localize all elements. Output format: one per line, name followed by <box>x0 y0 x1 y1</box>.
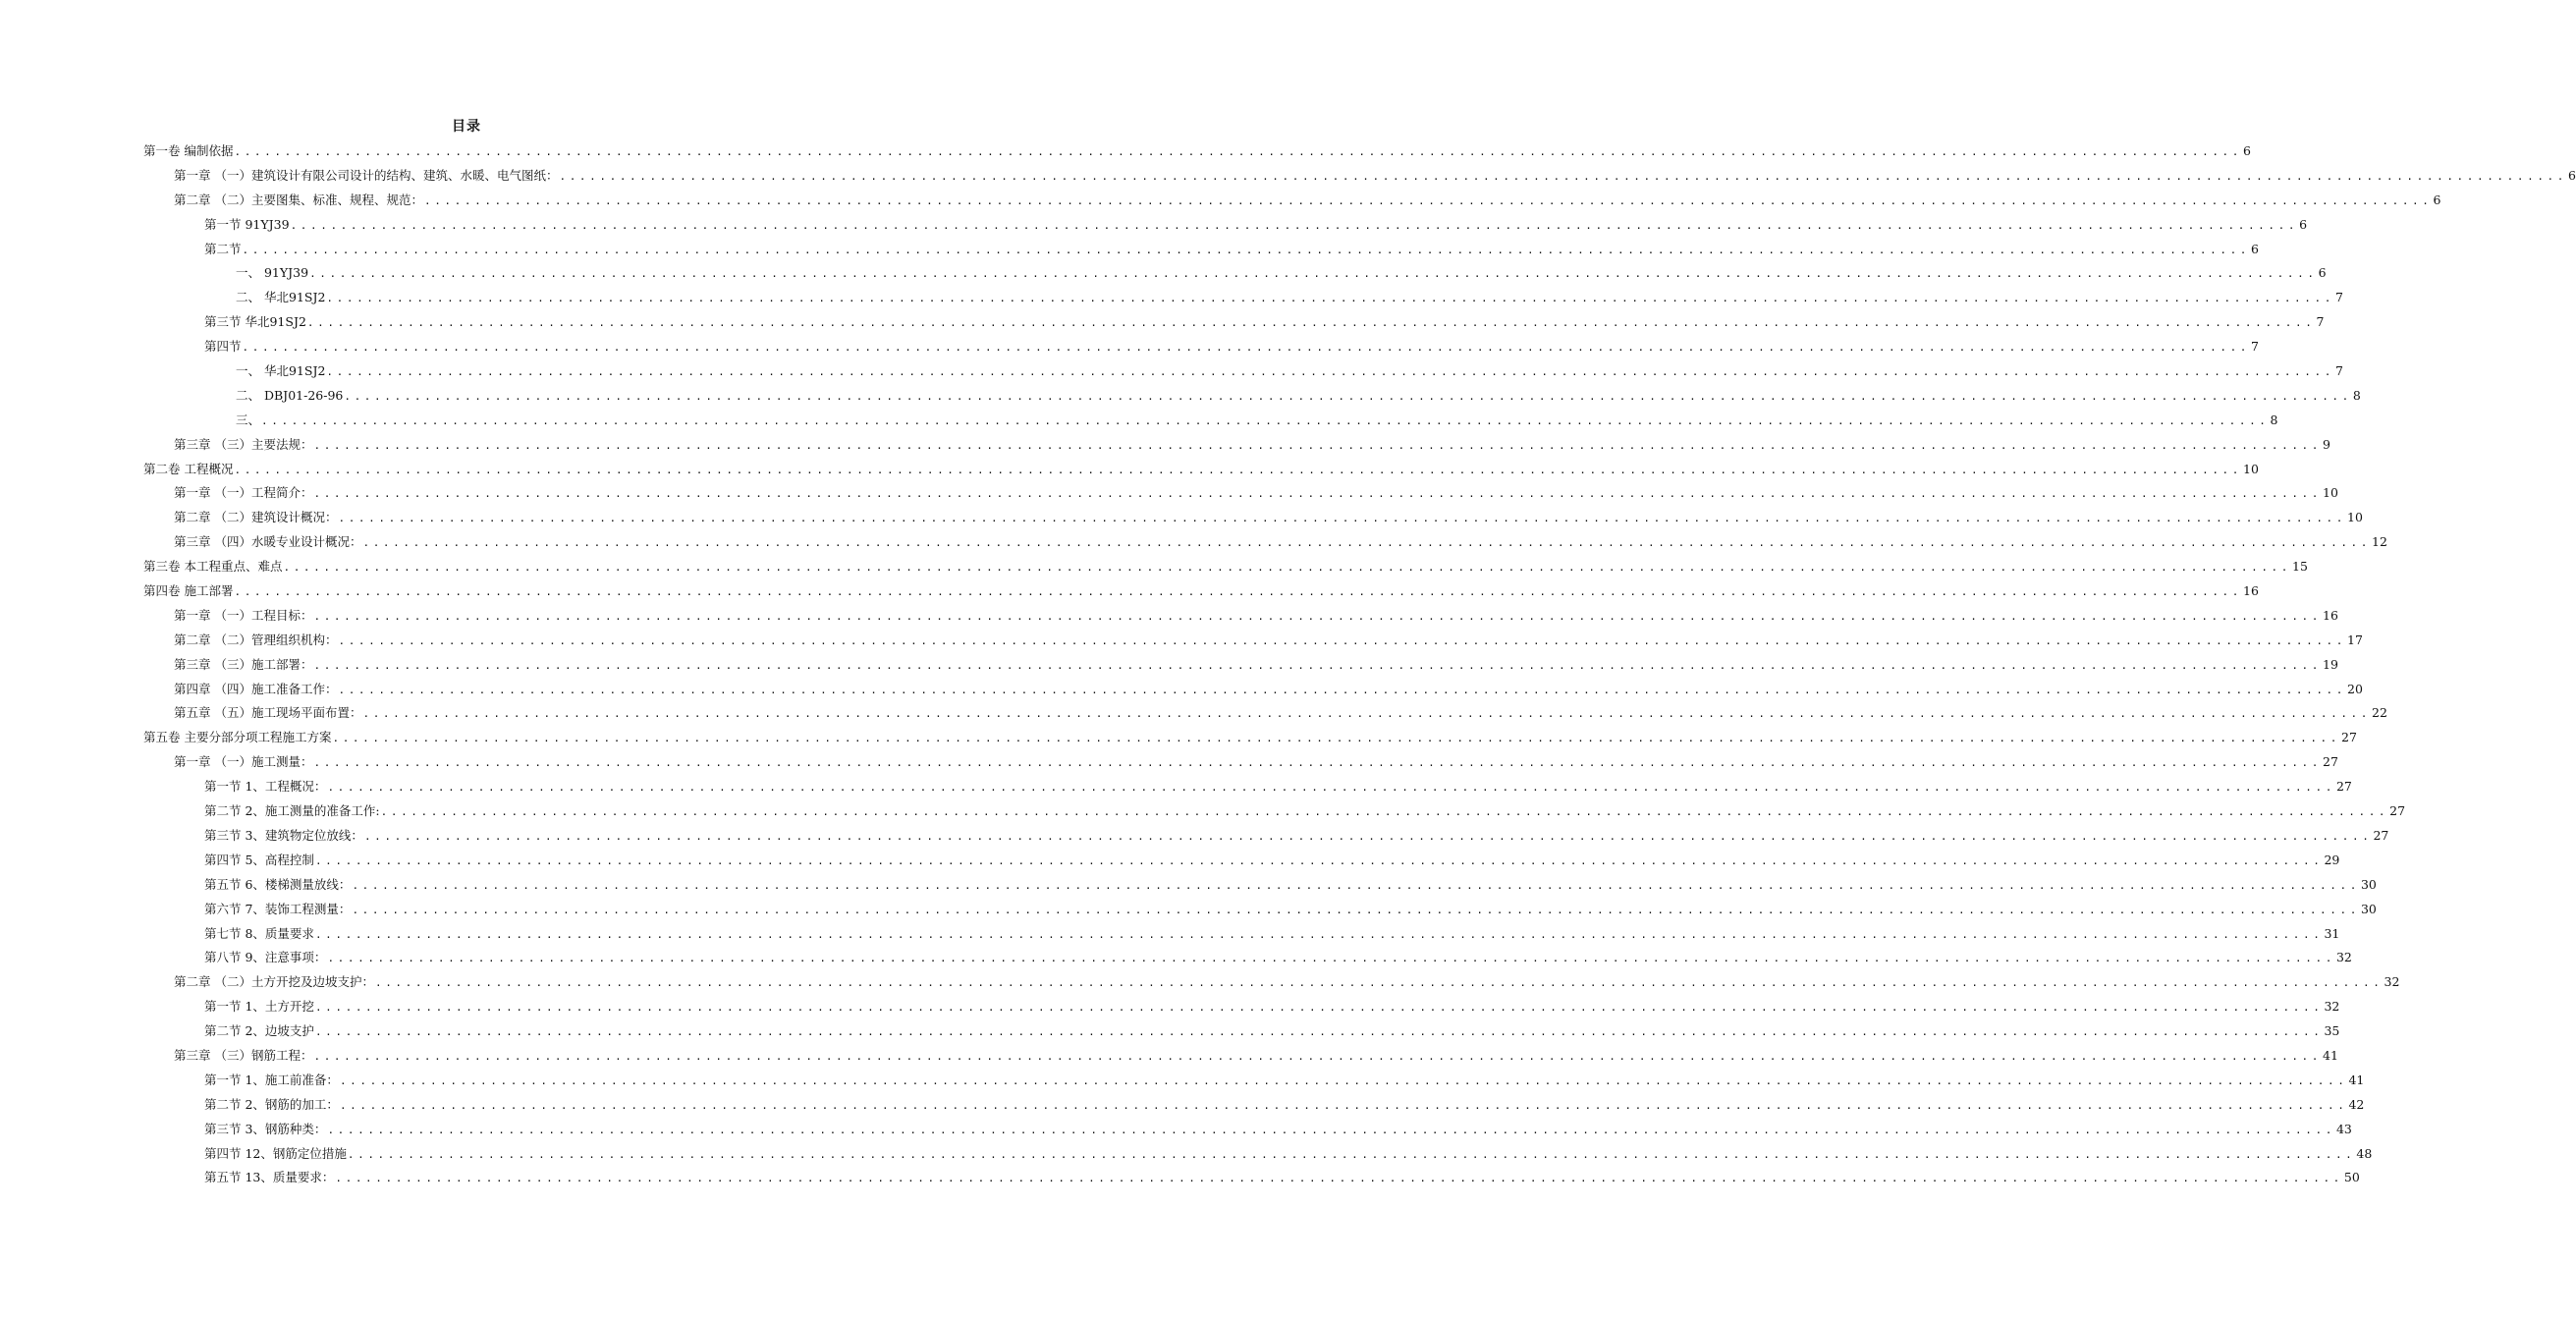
dot-leader: ........................................................................................................................................................................................................ <box>283 561 2291 575</box>
dot-leader: ........................................................................................................................................................................................................ <box>347 1147 2356 1161</box>
toc-entry[interactable] <box>143 1019 2340 1044</box>
toc-entry-label: 第五节 13、质量要求： <box>204 1170 335 1185</box>
toc-entry[interactable] <box>143 189 2441 213</box>
toc-entry-label: 第五节 6、楼梯测量放线： <box>204 876 352 892</box>
toc-entry-page-number: 41 <box>2348 1072 2365 1087</box>
toc-entry-label: 一、 91YJ39 <box>236 265 309 281</box>
toc-entry[interactable] <box>143 481 2338 506</box>
toc-entry-page-number: 7 <box>2316 314 2325 330</box>
toc-entry[interactable] <box>143 750 2338 775</box>
toc-entry-label: 第二节 2、施工测量的准备工作: <box>204 803 380 819</box>
toc-entry[interactable] <box>143 409 2278 433</box>
dot-leader: ........................................................................................................................................................................................................ <box>326 365 2334 379</box>
toc-entry-page-number: 35 <box>2324 1023 2340 1039</box>
toc-entry[interactable] <box>143 310 2325 335</box>
toc-entry-page-number: 20 <box>2347 681 2363 696</box>
toc-entry[interactable] <box>143 701 2387 726</box>
toc-entry-label: 第二章 （二）主要图集、标准、规程、规范： <box>174 192 423 207</box>
dot-leader: ........................................................................................................................................................................................................ <box>344 389 2352 403</box>
toc-entry[interactable] <box>143 579 2259 604</box>
dot-leader: ........................................................................................................................................................................................................ <box>314 927 2324 941</box>
dot-leader: ........................................................................................................................................................................................................ <box>313 438 2322 452</box>
toc-entry[interactable] <box>143 1166 2360 1190</box>
toc-entry-page-number: 43 <box>2335 1121 2352 1136</box>
toc-entry[interactable] <box>143 1142 2373 1167</box>
dot-leader: ........................................................................................................................................................................................................ <box>338 683 2346 696</box>
dot-leader: ........................................................................................................................................................................................................ <box>314 853 2324 867</box>
dot-leader: ........................................................................................................................................................................................................ <box>423 193 2433 207</box>
dot-leader: ........................................................................................................................................................................................................ <box>234 585 2242 599</box>
toc-entry-label: 第三章 （三）钢筋工程： <box>174 1047 313 1063</box>
toc-entry-label: 第二章 （二）土方开挖及边坡支护： <box>174 974 374 990</box>
dot-leader: ........................................................................................................................................................................................................ <box>290 218 2299 232</box>
toc-entry-page-number: 6 <box>2318 265 2327 281</box>
toc-entry-label: 二、 华北91SJ2 <box>236 290 326 305</box>
toc-entry-label: 第四节 <box>204 339 242 355</box>
dot-leader: ........................................................................................................................................................................................................ <box>313 756 2322 770</box>
dot-leader: ........................................................................................................................................................................................................ <box>374 976 2384 990</box>
toc-entry-label: 第八节 9、注意事项： <box>204 950 327 965</box>
toc-entry-page-number: 32 <box>2324 999 2340 1015</box>
dot-leader: ........................................................................................................................................................................................................ <box>313 658 2322 672</box>
toc-entry[interactable] <box>143 213 2308 238</box>
dot-leader: ........................................................................................................................................................................................................ <box>326 292 2334 305</box>
dot-leader: ........................................................................................................................................................................................................ <box>332 732 2340 745</box>
toc-entry-label: 第五卷 主要分部分项工程施工方案 <box>143 730 332 745</box>
toc-entry[interactable] <box>143 995 2340 1019</box>
toc-entry-label: 第四章 （四）施工准备工作： <box>174 681 338 696</box>
toc-entry[interactable] <box>143 555 2308 579</box>
toc-entry-page-number: 32 <box>2384 974 2400 990</box>
toc-entry-page-number: 10 <box>2323 485 2338 501</box>
toc-entry-page-number: 32 <box>2335 950 2352 965</box>
toc-entry[interactable] <box>143 873 2377 898</box>
toc-entry-page-number: 27 <box>2323 754 2338 770</box>
dot-leader: ........................................................................................................................................................................................................ <box>559 169 2567 183</box>
toc-entry-page-number: 42 <box>2348 1096 2365 1112</box>
toc-entry-label: 第四卷 施工部署 <box>143 583 234 599</box>
toc-entry[interactable] <box>143 1044 2338 1069</box>
toc-entry-page-number: 7 <box>2251 339 2259 355</box>
toc-entry-label: 第二章 （二）建筑设计概况： <box>174 510 338 525</box>
dot-leader: ........................................................................................................................................................................................................ <box>339 1073 2348 1087</box>
dot-leader: ........................................................................................................................................................................................................ <box>234 145 2242 158</box>
toc-entry[interactable] <box>143 1118 2352 1142</box>
toc-entry[interactable] <box>143 530 2387 555</box>
toc-entry-page-number: 6 <box>2299 216 2308 232</box>
toc-entry[interactable] <box>143 678 2363 702</box>
toc-entry-label: 第五章 （五）施工现场平面布置： <box>174 705 362 721</box>
table-of-contents <box>143 139 2576 1190</box>
toc-entry-label: 第一章 （一）工程目标： <box>174 607 313 623</box>
toc-entry-label: 第四节 5、高程控制 <box>204 852 314 867</box>
toc-entry-label: 一、 华北91SJ2 <box>236 363 326 379</box>
toc-entry[interactable] <box>143 261 2327 286</box>
dot-leader: ........................................................................................................................................................................................................ <box>242 341 2251 355</box>
toc-entry-page-number: 10 <box>2347 510 2363 525</box>
toc-entry-label: 第一节 1、施工前准备： <box>204 1072 339 1087</box>
toc-entry[interactable] <box>143 335 2259 359</box>
dot-leader: ........................................................................................................................................................................................................ <box>327 952 2335 965</box>
toc-entry-page-number: 19 <box>2323 656 2338 672</box>
toc-entry-label: 第一卷 编制依据 <box>143 143 234 158</box>
toc-entry-page-number: 31 <box>2324 925 2340 941</box>
dot-leader: ........................................................................................................................................................................................................ <box>338 512 2346 525</box>
toc-entry-page-number: 12 <box>2372 534 2387 550</box>
toc-entry[interactable] <box>143 775 2352 799</box>
dot-leader: ........................................................................................................................................................................................................ <box>327 1123 2335 1136</box>
toc-entry[interactable] <box>143 1093 2365 1118</box>
toc-entry[interactable] <box>143 359 2343 384</box>
dot-leader: ........................................................................................................................................................................................................ <box>309 267 2318 281</box>
toc-entry-page-number: 9 <box>2323 436 2330 452</box>
dot-leader: ........................................................................................................................................................................................................ <box>314 1025 2324 1039</box>
toc-entry-page-number: 27 <box>2389 803 2406 819</box>
dot-leader: ........................................................................................................................................................................................................ <box>306 316 2316 330</box>
dot-leader: ........................................................................................................................................................................................................ <box>313 1049 2322 1063</box>
toc-entry-page-number: 50 <box>2343 1170 2360 1185</box>
toc-entry-page-number: 7 <box>2334 363 2343 379</box>
toc-entry-label: 第四节 12、钢筋定位措施 <box>204 1145 347 1161</box>
dot-leader: ........................................................................................................................................................................................................ <box>313 487 2322 501</box>
toc-entry[interactable] <box>143 286 2343 310</box>
toc-entry[interactable] <box>143 653 2338 678</box>
dot-leader: ........................................................................................................................................................................................................ <box>363 829 2373 843</box>
toc-entry[interactable] <box>143 629 2363 653</box>
toc-entry-label: 第一节 91YJ39 <box>204 216 290 232</box>
dot-leader: ........................................................................................................................................................................................................ <box>261 413 2270 427</box>
dot-leader: ........................................................................................................................................................................................................ <box>327 781 2335 795</box>
toc-entry-page-number: 6 <box>2251 241 2259 256</box>
toc-entry-label: 二、 DBJ01-26-96 <box>236 387 344 403</box>
toc-entry[interactable] <box>143 433 2330 458</box>
dot-leader: ........................................................................................................................................................................................................ <box>352 878 2360 892</box>
dot-leader: ........................................................................................................................................................................................................ <box>362 536 2371 550</box>
toc-entry[interactable] <box>143 458 2259 482</box>
dot-leader: ........................................................................................................................................................................................................ <box>338 633 2346 647</box>
toc-entry[interactable] <box>143 726 2357 750</box>
dot-leader: ........................................................................................................................................................................................................ <box>234 463 2242 476</box>
toc-entry-label: 第一章 （一）施工测量： <box>174 754 313 770</box>
toc-entry-page-number: 6 <box>2433 192 2441 207</box>
toc-entry[interactable] <box>143 824 2389 849</box>
toc-entry-page-number: 7 <box>2334 290 2343 305</box>
toc-entry-page-number: 29 <box>2324 852 2340 867</box>
toc-entry[interactable] <box>143 139 2251 164</box>
toc-entry-page-number: 41 <box>2323 1047 2338 1063</box>
toc-entry[interactable] <box>143 506 2363 530</box>
dot-leader: ........................................................................................................................................................................................................ <box>352 903 2360 916</box>
toc-entry-page-number: 8 <box>2270 412 2278 427</box>
toc-entry-page-number: 48 <box>2356 1145 2373 1161</box>
toc-entry-page-number: 27 <box>2335 779 2352 795</box>
toc-entry[interactable] <box>143 849 2340 873</box>
toc-entry-page-number: 16 <box>2323 607 2338 623</box>
dot-leader: ........................................................................................................................................................................................................ <box>242 243 2251 256</box>
dot-leader: ........................................................................................................................................................................................................ <box>339 1098 2348 1112</box>
toc-entry-label: 三、 <box>236 412 261 427</box>
toc-entry-page-number: 30 <box>2360 901 2377 916</box>
toc-entry-page-number: 15 <box>2292 559 2308 575</box>
toc-entry-page-number: 6 <box>2243 143 2251 158</box>
toc-entry-label: 第三节 华北91SJ2 <box>204 314 306 330</box>
toc-entry-page-number: 8 <box>2352 387 2361 403</box>
toc-entry-label: 第三章 （三）主要法规： <box>174 436 313 452</box>
dot-leader: ........................................................................................................................................................................................................ <box>314 1001 2324 1015</box>
toc-entry-page-number: 27 <box>2373 827 2389 843</box>
toc-entry-label: 第六节 7、装饰工程测量： <box>204 901 352 916</box>
toc-entry[interactable] <box>143 164 2576 189</box>
toc-entry-page-number: 16 <box>2243 583 2259 599</box>
toc-entry-label: 第二节 2、钢筋的加工： <box>204 1096 339 1112</box>
toc-entry-label: 第三节 3、建筑物定位放线： <box>204 827 363 843</box>
toc-entry[interactable] <box>143 1069 2365 1093</box>
toc-entry-label: 第一节 1、工程概况： <box>204 779 327 795</box>
toc-entry[interactable] <box>143 799 2406 824</box>
toc-title: 目录 <box>452 119 481 135</box>
toc-entry-label: 第三章 （三）施工部署： <box>174 656 313 672</box>
toc-entry[interactable] <box>143 604 2338 629</box>
toc-entry-label: 第二卷 工程概况 <box>143 461 234 476</box>
toc-entry[interactable] <box>143 898 2377 922</box>
toc-entry-label: 第一章 （一）建筑设计有限公司设计的结构、建筑、水暖、电气图纸： <box>174 167 559 183</box>
toc-entry[interactable] <box>143 922 2340 947</box>
toc-entry-page-number: 6 <box>2568 167 2576 183</box>
dot-leader: ........................................................................................................................................................................................................ <box>380 805 2389 819</box>
toc-entry-label: 第二节 <box>204 241 242 256</box>
dot-leader: ........................................................................................................................................................................................................ <box>313 609 2322 623</box>
toc-entry-label: 第一节 1、土方开挖 <box>204 999 314 1015</box>
toc-entry[interactable] <box>143 384 2361 409</box>
toc-entry-page-number: 10 <box>2243 461 2259 476</box>
toc-entry[interactable] <box>143 238 2259 262</box>
toc-entry-label: 第三节 3、钢筋种类： <box>204 1121 327 1136</box>
dot-leader: ........................................................................................................................................................................................................ <box>362 707 2371 721</box>
toc-entry-label: 第三章 （四）水暖专业设计概况： <box>174 534 362 550</box>
toc-entry[interactable] <box>143 946 2352 970</box>
toc-entry-label: 第三卷 本工程重点、难点 <box>143 559 283 575</box>
toc-entry-page-number: 27 <box>2341 730 2357 745</box>
toc-entry-label: 第七节 8、质量要求 <box>204 925 314 941</box>
toc-entry-label: 第一章 （一）工程简介： <box>174 485 313 501</box>
toc-entry-page-number: 22 <box>2372 705 2387 721</box>
toc-entry-label: 第二节 2、边坡支护 <box>204 1023 314 1039</box>
dot-leader: ........................................................................................................................................................................................................ <box>335 1172 2343 1185</box>
toc-entry-label: 第二章 （二）管理组织机构： <box>174 632 338 647</box>
toc-entry-page-number: 30 <box>2360 876 2377 892</box>
toc-entry-page-number: 17 <box>2347 632 2363 647</box>
toc-entry[interactable] <box>143 970 2400 995</box>
